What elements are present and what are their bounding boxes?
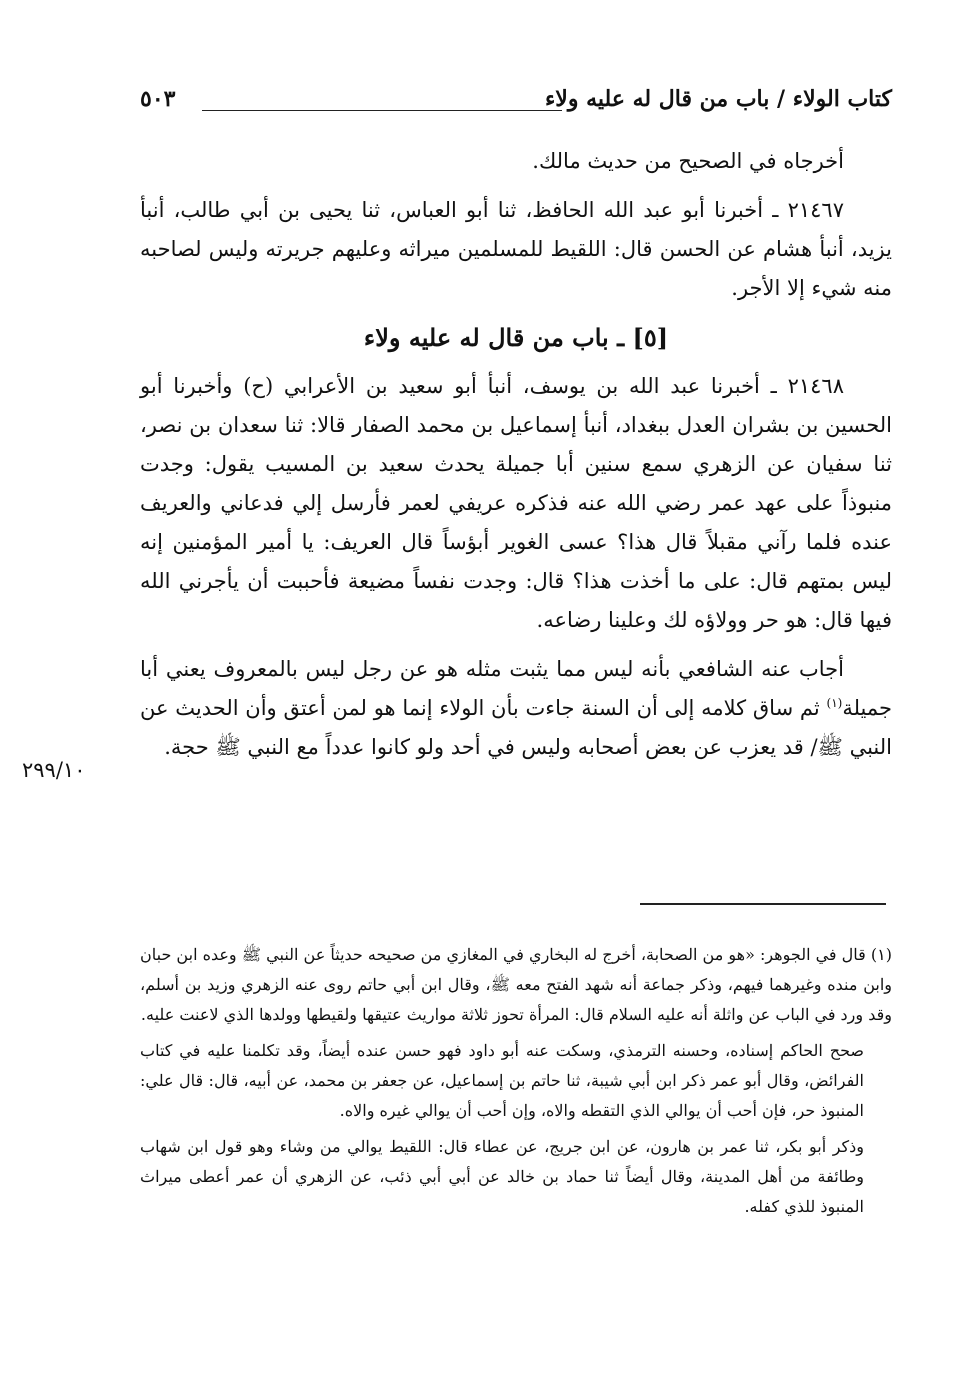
margin-page-reference: ٢٩٩/١٠ [22, 758, 86, 782]
page-number: ٥٠٣ [140, 86, 176, 112]
header-title: كتاب الولاء / باب من قال له عليه ولاء [544, 86, 892, 112]
footnotes [140, 940, 892, 1228]
footnote-1-continued-hakim: صحح الحاكم إسناده، وحسنه الترمذي، وسكت عنه أبو داود فهو حسن عنده أيضاً، وقد تكلمنا عليه في كتاب الفرائض، وقال أبو عمر ذكر ابن أبي شيبة، ثنا حاتم بن إسماعيل، عن جعفر بن محمد، عن أبيه، قال: قال علي: المنبوذ حر، فإن أحب أن يوالي الذي التقطه والاه، وإن أحب أن يوالي غيره والاه. [140, 1041, 864, 1120]
footnote-1-continued-abubakr: وذكر أبو بكر، ثنا عمر بن هارون، عن ابن جريج، عن عطاء قال: اللقيط يوالي من وشاء وهو قول ابن شهاب وطائفة من أهل المدينة، وقال أيضاً ثنا حماد بن خالد عن أبي أبي ذئب، عن الزهري أن عمر أعطى ميراث المنبوذ للذي كفله. [140, 1137, 864, 1216]
paragraph-hadith-21467: ٢١٤٦٧ ـ أخبرنا أبو عبد الله الحافظ، ثنا أبو العباس، ثنا يحيى بن أبي طالب، أنبأ يزيد، أنبأ هشام عن الحسن قال: اللقيط للمسلمين ميراثه وعليهم جريرته وليس لصاحبه منه شيء إلا الأجر. [140, 198, 892, 300]
paragraph-hadith-conclusion: أخرجاه في الصحيح من حديث مالك. [532, 149, 844, 173]
main-text [140, 142, 892, 777]
commentary-text-start: أجاب عنه الشافعي بأنه ليس مما يثبت مثله هو عن رجل ليس بالمعروف يعني أبا جميلة [140, 657, 892, 720]
footnote-marker: (١) [826, 696, 843, 710]
commentary-text-end: ثم ساق كلامه إلى أن السنة جاءت بأن الولاء إنما هو لمن أعتق وأن الحديث عن النبي ﷺ/ قد يعزب عن بعض أصحابه وليس في أحد ولو كانوا عدداً مع النبي ﷺ حجة. [140, 696, 892, 759]
footnote-1: (١) قال في الجوهر: «هو من الصحابة، أخرج له البخاري في المغازي من صحيحه حديثاً عن النبي ﷺ وعده ابن حبان وابن منده وغيرهما فيهم، وذكر جماعة أنه شهد الفتح معه ﷺ، وقال ابن أبي حاتم روى عنه الزهري وزيد بن أسلم، وقد ورد في الباب عن واثلة أنه عليه السلام قال: المرأة تحوز ثلاثة مواريث عتيقها ولقيطها وولدها الذي لاعنت عليه. [140, 945, 892, 1024]
paragraph-hadith-21468: ٢١٤٦٨ ـ أخبرنا عبد الله بن يوسف، أنبأ أبو سعيد بن الأعرابي (ح) وأخبرنا أبو الحسين بن بشران العدل ببغداد، أنبأ إسماعيل بن محمد الصفار قالا: ثنا سعدان بن نصر، ثنا سفيان عن الزهري سمع سنين أبا جميلة يحدث سعيد بن المسيب يقول: وجدت منبوذاً على عهد عمر رضي الله عنه فذكره عريفي لعمر فأرسل إلي فدعاني والعريف عنده فلما رآني مقبلاً قال هذا؟ عسى الغوير أبؤساً قال العريف: يا أمير المؤمنين إنه ليس بمتهم قال: على ما أخذت هذا؟ قال: وجدت نفساً مضيعة فأحببت أن يأجرني الله فيها قال: هو حر وولاؤه لك وعلينا رضاعه. [140, 374, 892, 632]
section-heading: [٥] ـ باب من قال له عليه ولاء [363, 323, 669, 352]
paragraph-shafii-commentary [140, 650, 892, 767]
header-rule [202, 110, 562, 111]
footnote-separator [640, 903, 886, 905]
running-header [140, 86, 892, 122]
